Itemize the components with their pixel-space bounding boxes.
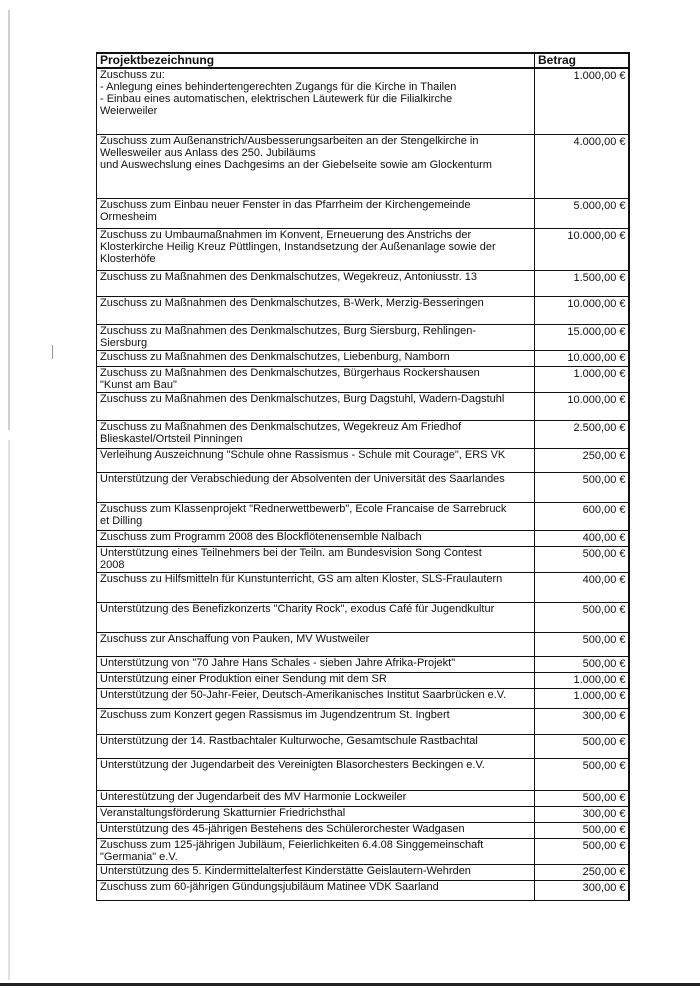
project-description bbox=[97, 366, 535, 392]
table-row bbox=[97, 228, 629, 270]
amount-cell bbox=[535, 632, 629, 656]
table-row bbox=[97, 546, 629, 572]
amount-value: 10.000,00 € bbox=[567, 229, 626, 242]
amount-cell bbox=[535, 198, 629, 228]
amount-cell bbox=[535, 68, 629, 134]
amount-value: 2.500,00 € bbox=[573, 421, 626, 434]
project-description bbox=[97, 472, 535, 502]
table-row bbox=[97, 198, 629, 228]
amount-cell bbox=[535, 688, 629, 708]
description-line: Zuschuss zum 60-jährigen Gündungsjubiläum Matinee VDK Saarland bbox=[100, 880, 439, 893]
table-header-row bbox=[97, 53, 629, 68]
amount-value: 10.000,00 € bbox=[567, 393, 626, 406]
table-row bbox=[97, 472, 629, 502]
description-line: Zuschuss zu Maßnahmen des Denkmalschutzes, Burg Dagstuhl, Wadern-Dagstuhl bbox=[100, 392, 505, 405]
project-description bbox=[97, 502, 535, 530]
description-line: Zuschuss zum Programm 2008 des Blockflötenensemble Nalbach bbox=[100, 530, 422, 543]
table-row bbox=[97, 790, 629, 806]
description-line: Veranstaltungsförderung Skatturnier Friedrichsthal bbox=[100, 806, 346, 819]
amount-value: 500,00 € bbox=[582, 735, 626, 748]
amount-value: 250,00 € bbox=[582, 449, 626, 462]
project-description bbox=[97, 672, 535, 688]
project-description bbox=[97, 688, 535, 708]
description-line: - Einbau eines automatischen, elektrischen Läutewerk für die Filialkirche bbox=[100, 93, 453, 105]
table-row bbox=[97, 688, 629, 708]
table-row bbox=[97, 530, 629, 546]
description-line: et Dilling bbox=[100, 514, 143, 527]
project-description bbox=[97, 448, 535, 472]
project-description bbox=[97, 296, 535, 324]
project-description bbox=[97, 572, 535, 602]
amount-value: 500,00 € bbox=[582, 823, 626, 836]
amount-cell bbox=[535, 734, 629, 758]
amount-cell bbox=[535, 806, 629, 822]
description-line: Unterstützung der Jugendarbeit des Vereinigten Blasorchesters Beckingen e.V. bbox=[100, 758, 485, 771]
amount-cell bbox=[535, 448, 629, 472]
table-row bbox=[97, 270, 629, 296]
amount-cell bbox=[535, 134, 629, 198]
table-row bbox=[97, 734, 629, 758]
project-description bbox=[97, 134, 535, 198]
project-description bbox=[97, 734, 535, 758]
table-body bbox=[97, 68, 629, 900]
description-line: Unterstützung der 14. Rastbachtaler Kulturwoche, Gesamtschule Rastbachtal bbox=[100, 734, 478, 747]
description-line: Zuschuss zu Maßnahmen des Denkmalschutzes, Wegekreuz, Antoniusstr. 13 bbox=[100, 270, 478, 283]
description-line: Unterstützung einer Produktion einer Sendung mit dem SR bbox=[100, 672, 387, 685]
description-line: Zuschuss zu Maßnahmen des Denkmalschutzes, Burg Siersburg, Rehlingen- bbox=[100, 324, 477, 337]
project-description bbox=[97, 838, 535, 864]
amount-cell bbox=[535, 228, 629, 270]
amount-cell bbox=[535, 420, 629, 448]
description-line: "Germania" e.V. bbox=[100, 850, 178, 863]
amount-cell bbox=[535, 366, 629, 392]
amount-value: 10.000,00 € bbox=[567, 351, 626, 364]
description-line: Zuschuss zum Außenanstrich/Ausbesserungsarbeiten an der Stengelkirche in bbox=[100, 134, 479, 147]
amount-cell bbox=[535, 324, 629, 350]
project-description bbox=[97, 790, 535, 806]
description-line: Zuschuss zu Maßnahmen des Denkmalschutzes, B-Werk, Merzig-Besseringen bbox=[100, 296, 484, 309]
table-row bbox=[97, 366, 629, 392]
table-row bbox=[97, 68, 629, 134]
amount-value: 400,00 € bbox=[582, 531, 626, 544]
project-description bbox=[97, 68, 535, 134]
table-row bbox=[97, 296, 629, 324]
description-line: Klosterhöfe bbox=[100, 252, 156, 265]
amount-value: 5.000,00 € bbox=[573, 199, 626, 212]
scan-artifact bbox=[52, 345, 53, 359]
table-row bbox=[97, 708, 629, 734]
description-line: Weierweiler bbox=[100, 105, 158, 117]
amount-value: 10.000,00 € bbox=[567, 297, 626, 310]
table-row bbox=[97, 502, 629, 530]
project-description bbox=[97, 632, 535, 656]
table-row bbox=[97, 350, 629, 366]
amount-cell bbox=[535, 472, 629, 502]
project-description bbox=[97, 656, 535, 672]
description-line: Unterstützung der 50-Jahr-Feier, Deutsch-Amerikanisches Institut Saarbrücken e.V. bbox=[100, 688, 507, 701]
table-row bbox=[97, 672, 629, 688]
description-line: "Kunst am Bau" bbox=[100, 378, 177, 391]
description-line: Unterstützung eines Teilnehmers bei der Teiln. am Bundesvision Song Contest bbox=[100, 546, 482, 559]
amount-column-header: Betrag bbox=[535, 53, 629, 68]
description-line: Ormesheim bbox=[100, 210, 157, 223]
table-row bbox=[97, 420, 629, 448]
amount-value: 500,00 € bbox=[582, 839, 626, 852]
table-row bbox=[97, 838, 629, 864]
amount-cell bbox=[535, 672, 629, 688]
amount-cell bbox=[535, 864, 629, 880]
description-line: Klosterkirche Heilig Kreuz Püttlingen, Instandsetzung der Außenanlage sowie der bbox=[100, 240, 496, 253]
description-line: Zuschuss zu Maßnahmen des Denkmalschutzes, Liebenburg, Namborn bbox=[100, 350, 450, 363]
description-line: Unterstützung des 45-jährigen Bestehens des Schülerorchester Wadgasen bbox=[100, 822, 465, 835]
amount-value: 500,00 € bbox=[582, 759, 626, 772]
table-row bbox=[97, 864, 629, 880]
project-description bbox=[97, 880, 535, 900]
project-description bbox=[97, 530, 535, 546]
description-line: Zuschuss zum Klassenprojekt "Rednerwettbewerb", Ecole Francaise de Sarrebruck bbox=[100, 502, 507, 515]
amount-value: 500,00 € bbox=[582, 603, 626, 616]
table-row bbox=[97, 134, 629, 198]
project-description bbox=[97, 350, 535, 366]
amount-value: 4.000,00 € bbox=[573, 135, 626, 148]
amount-cell bbox=[535, 758, 629, 790]
amount-cell bbox=[535, 656, 629, 672]
amount-value: 500,00 € bbox=[582, 657, 626, 670]
amount-value: 1.000,00 € bbox=[573, 673, 626, 686]
project-column-header: Projektbezeichnung bbox=[97, 53, 535, 68]
description-line: - Anlegung eines behindertengerechten Zugangs für die Kirche in Thailen bbox=[100, 81, 457, 93]
table-row bbox=[97, 572, 629, 602]
amount-cell bbox=[535, 838, 629, 864]
amount-cell bbox=[535, 708, 629, 734]
description-line: Zuschuss zur Anschaffung von Pauken, MV Wustweiler bbox=[100, 632, 370, 645]
project-description bbox=[97, 822, 535, 838]
description-line: und Auswechslung eines Dachgesims an der Giebelseite sowie am Glockenturm bbox=[100, 158, 492, 171]
project-description bbox=[97, 864, 535, 880]
amount-value: 300,00 € bbox=[582, 881, 626, 894]
amount-cell bbox=[535, 392, 629, 420]
project-description bbox=[97, 602, 535, 632]
amount-value: 500,00 € bbox=[582, 547, 626, 560]
description-line: Unterstützung von "70 Jahre Hans Schales - sieben Jahre Afrika-Projekt" bbox=[100, 656, 456, 669]
table-row bbox=[97, 392, 629, 420]
amount-value: 250,00 € bbox=[582, 865, 626, 878]
table-row bbox=[97, 602, 629, 632]
page-bottom-rule bbox=[0, 983, 700, 986]
description-line: Siersburg bbox=[100, 336, 148, 349]
amount-cell bbox=[535, 572, 629, 602]
table-row bbox=[97, 758, 629, 790]
description-line: Unterstützung der Verabschiedung der Absolventen der Universität des Saarlandes bbox=[100, 472, 505, 485]
amount-cell bbox=[535, 822, 629, 838]
description-line: 2008 bbox=[100, 558, 125, 571]
project-description bbox=[97, 708, 535, 734]
amount-value: 300,00 € bbox=[582, 709, 626, 722]
table-row bbox=[97, 822, 629, 838]
amount-cell bbox=[535, 270, 629, 296]
description-line: Wellesweiler aus Anlass des 250. Jubiläums bbox=[100, 146, 316, 159]
project-description bbox=[97, 546, 535, 572]
amount-value: 600,00 € bbox=[582, 503, 626, 516]
project-description bbox=[97, 758, 535, 790]
amount-cell bbox=[535, 790, 629, 806]
amount-cell bbox=[535, 296, 629, 324]
table-row bbox=[97, 880, 629, 900]
amount-cell bbox=[535, 602, 629, 632]
description-line: Verleihung Auszeichnung "Schule ohne Rassismus - Schule mit Courage", ERS VK bbox=[100, 448, 506, 461]
project-description bbox=[97, 392, 535, 420]
amount-cell bbox=[535, 502, 629, 530]
table-row bbox=[97, 806, 629, 822]
amount-value: 500,00 € bbox=[582, 791, 626, 804]
description-line: Zuschuss zu Maßnahmen des Denkmalschutzes, Bürgerhaus Rockershausen bbox=[100, 366, 480, 379]
table-row bbox=[97, 632, 629, 656]
description-line: Zuschuss zu Hilfsmitteln für Kunstunterricht, GS am alten Kloster, SLS-Fraulautern bbox=[100, 572, 503, 585]
amount-value: 500,00 € bbox=[582, 473, 626, 486]
description-line: Zuschuss zu Umbaumaßnahmen im Konvent, Erneuerung des Anstrichs der bbox=[100, 228, 472, 241]
amount-value: 400,00 € bbox=[582, 573, 626, 586]
amount-value: 500,00 € bbox=[582, 633, 626, 646]
table-row bbox=[97, 448, 629, 472]
project-description bbox=[97, 420, 535, 448]
scan-edge-mark bbox=[8, 440, 10, 980]
description-line: Zuschuss zum Konzert gegen Rassismus im Jugendzentrum St. Ingbert bbox=[100, 708, 450, 721]
amount-value: 1.000,00 € bbox=[573, 689, 626, 702]
project-description bbox=[97, 198, 535, 228]
description-line: Unterestützung der Jugendarbeit des MV Harmonie Lockweiler bbox=[100, 790, 407, 803]
table-row bbox=[97, 324, 629, 350]
amount-cell bbox=[535, 350, 629, 366]
funding-table bbox=[96, 52, 630, 901]
table-row bbox=[97, 656, 629, 672]
description-line: Zuschuss zum Einbau neuer Fenster in das Pfarrheim der Kirchengemeinde bbox=[100, 198, 471, 211]
description-line: Blieskastel/Ortsteil Pinningen bbox=[100, 432, 243, 445]
project-description bbox=[97, 270, 535, 296]
amount-value: 1.000,00 € bbox=[573, 70, 626, 82]
description-line: Zuschuss zu: bbox=[100, 69, 165, 81]
amount-value: 300,00 € bbox=[582, 807, 626, 820]
description-line: Zuschuss zu Maßnahmen des Denkmalschutzes, Wegekreuz Am Friedhof bbox=[100, 420, 462, 433]
description-line: Zuschuss zum 125-jährigen Jubiläum, Feierlichkeiten 6.4.08 Singgemeinschaft bbox=[100, 838, 484, 851]
amount-cell bbox=[535, 546, 629, 572]
project-description bbox=[97, 228, 535, 270]
scan-edge-mark bbox=[8, 10, 10, 430]
project-description bbox=[97, 806, 535, 822]
description-line: Unterstützung des Benefizkonzerts "Charity Rock", exodus Café für Jugendkultur bbox=[100, 602, 495, 615]
project-description bbox=[97, 324, 535, 350]
amount-cell bbox=[535, 880, 629, 900]
amount-value: 1.000,00 € bbox=[573, 367, 626, 380]
amount-cell bbox=[535, 530, 629, 546]
amount-value: 15.000,00 € bbox=[567, 325, 626, 338]
description-line: Unterstützung des 5. Kindermittelalterfest Kinderstätte Geislautern-Wehrden bbox=[100, 864, 471, 877]
amount-value: 1.500,00 € bbox=[573, 271, 626, 284]
